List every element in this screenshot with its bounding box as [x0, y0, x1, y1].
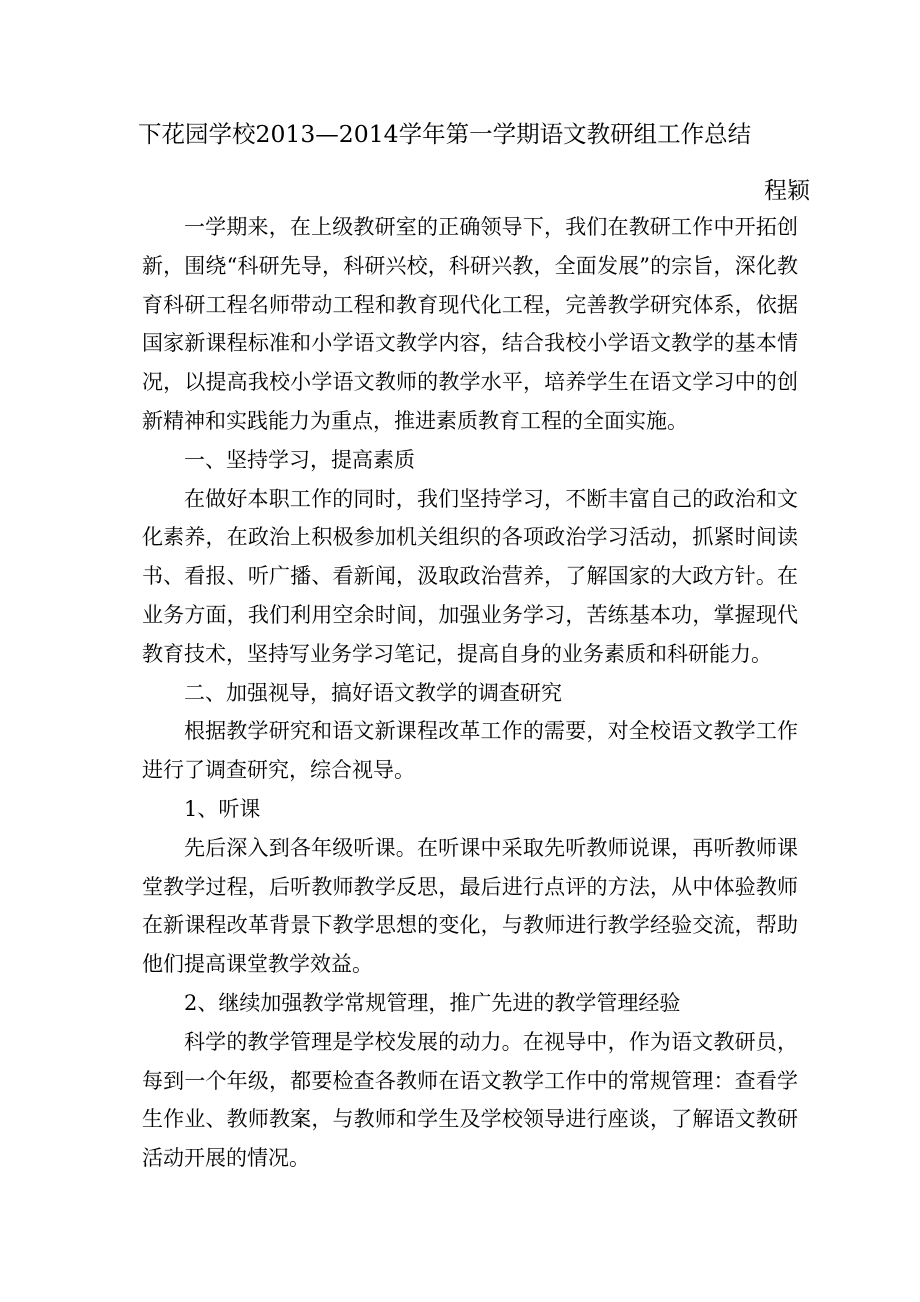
intro-paragraph: 一学期来，在上级教研室的正确领导下，我们在教研工作中开拓创新，围绕“科研先导，科研兴校，科研兴教，全面发展”的宗旨，深化教育科研工程名师带动工程和教育现代化工程，完善教学研究体系，依据国家新课程标准和小学语文教学内容，结合我校小学语文教学的基本情况，以提高我校小学语文教师的教学水平，培养学生在语文学习中的创新精神和实践能力为重点，推进素质教育工程的全面实施。: [142, 215, 798, 433]
subheading-listening: 1、听课: [184, 796, 261, 821]
section-heading-1: 一、坚持学习，提高素质: [184, 447, 415, 472]
section-1-paragraph: 在做好本职工作的同时，我们坚持学习，不断丰富自己的政治和文化素养，在政治上积极参加机关组织的各项政治学习活动，抓紧时间读书、看报、听广播、看新闻，汲取政治营养，了解国家的大政方针。在业务方面，我们利用空余时间，加强业务学习，苦练基本功，掌握现代教育技术，坚持写业务学习笔记，提高自身的业务素质和科研能力。: [142, 486, 798, 666]
document-title: 下花园学校2013—2014学年第一学期语文教研组工作总结: [138, 120, 752, 148]
document-body: [142, 208, 798, 1178]
listening-paragraph: 先后深入到各年级听课。在听课中采取先听教师说课，再听教师课堂教学过程，后听教师教学反思，最后进行点评的方法，从中体验教师在新课程改革背景下教学思想的变化，与教师进行教学经验交流，帮助他们提高课堂教学效益。: [142, 835, 798, 977]
section-2-paragraph: 根据教学研究和语文新课程改革工作的需要，对全校语文教学工作进行了调查研究，综合视导。: [142, 719, 798, 783]
section-heading-2: 二、加强视导，搞好语文教学的调查研究: [184, 680, 562, 705]
author-name: 程颖: [764, 178, 810, 204]
subheading-management: 2、继续加强教学常规管理，推广先进的教学管理经验: [184, 990, 681, 1015]
management-paragraph: 科学的教学管理是学校发展的动力。在视导中，作为语文教研员，每到一个年级，都要检查各教师在语文教学工作中的常规管理：查看学生作业、教师教案，与教师和学生及学校领导进行座谈，了解语文教研活动开展的情况。: [142, 1029, 798, 1171]
